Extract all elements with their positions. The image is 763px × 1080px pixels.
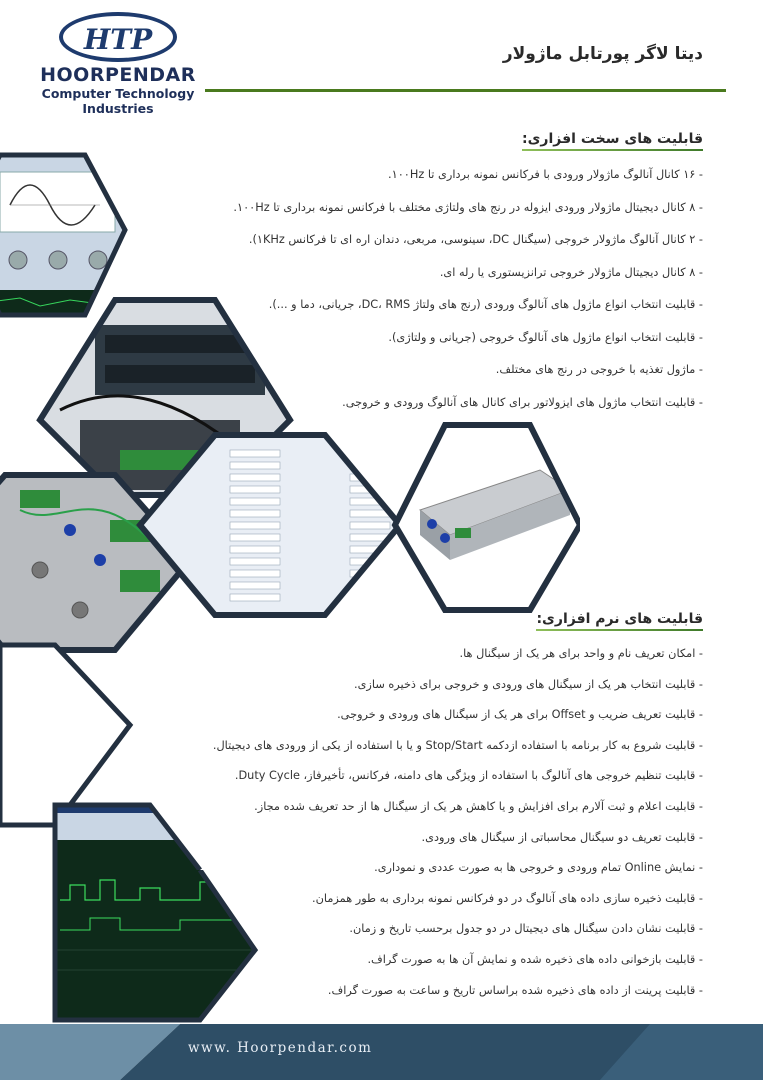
svg-text:HTP: HTP	[83, 23, 153, 56]
list-item: - قابلیت انتخاب انواع ماژول های آنالوگ ورودی (رنج های ولتاژ DC، RMS، جریانی، دما و ...).	[268, 298, 703, 311]
website-link[interactable]: www. Hoorpendar.com	[188, 1040, 373, 1056]
list-item: - ۸ کانال دیجیتال ماژولار ورودی ایزوله در رنج های ولتاژی مختلف با فرکانس نمونه برداری تا ۱۰۰Hz.	[233, 200, 703, 214]
software-heading: قابلیت های نرم افزاری:	[536, 611, 703, 627]
page-title: دیتا لاگر پورتابل ماژولار	[502, 44, 703, 64]
footer	[0, 1024, 763, 1080]
list-item: - قابلیت پرینت از داده های ذخیره شده براساس تاریخ و ساعت به صورت گراف.	[327, 983, 703, 997]
logo-mark-icon	[59, 12, 177, 62]
hardware-section	[173, 128, 703, 423]
logo-subtitle-1: Computer Technology	[41, 86, 195, 101]
logo-subtitle-2: Industries	[82, 101, 154, 116]
logo-company-name: HOORPENDAR	[40, 64, 196, 86]
list-item: - قابلیت انتخاب هر یک از سیگنال های ورودی و خروجی برای ذخیره سازی.	[354, 677, 703, 691]
list-item: - قابلیت نشان دادن سیگنال های دیجیتال در دو جدول برحسب تاریخ و زمان.	[349, 922, 703, 936]
list-item: - ۲ کانال آنالوگ ماژولار خروجی (سیگنال DC، سینوسی، مربعی، دندان اره ای تا فرکانس ۱KHz).	[248, 233, 703, 246]
title-divider	[205, 89, 726, 92]
software-section	[183, 608, 703, 1010]
list-item: - قابلیت انتخاب ماژول های ایزولاتور برای کانال های آنالوگ ورودی و خروجی.	[342, 395, 703, 409]
list-item: - ۱۶ کانال آنالوگ ماژولار ورودی با فرکانس نمونه برداری تا ۱۰۰Hz.	[388, 168, 703, 181]
company-logo	[38, 12, 198, 137]
hardware-list	[173, 163, 703, 423]
list-item: - قابلیت تنظیم خروجی های آنالوگ با استفاده از ویژگی های دامنه، فرکانس، تأخیرفاز، Duty Cycle.	[234, 769, 703, 783]
list-item: - قابلیت انتخاب انواع ماژول های آنالوگ خروجی (جریانی و ولتاژی).	[388, 330, 703, 344]
list-item: - قابلیت اعلام و ثبت آلارم برای افزایش و یا کاهش هر یک از سیگنال ها از حد تعریف شده مجاز.	[254, 799, 703, 813]
module-photo-hex	[395, 425, 580, 610]
software-screenshot-hex	[0, 155, 130, 320]
list-item: - امکان تعریف نام و واحد برای هر یک از سیگنال ها.	[459, 647, 703, 660]
list-item: - ۸ کانال دیجیتال ماژولار خروجی ترانزیستوری یا رله ای.	[439, 265, 703, 279]
empty-hex	[0, 645, 130, 825]
list-item: - قابلیت بازخوانی داده های ذخیره شده و نمایش آن ها به صورت گراف.	[367, 952, 703, 966]
list-item: - قابلیت تعریف دو سیگنال محاسباتی از سیگنال های ورودی.	[421, 830, 703, 844]
footer-band	[0, 1024, 763, 1080]
hardware-heading: قابلیت های سخت افزاری:	[522, 131, 703, 147]
list-item: - قابلیت شروع به کار برنامه با استفاده ازدکمه Stop/Start و یا با استفاده از یکی از ورودی های دیجیتال.	[212, 738, 703, 752]
list-item: - قابلیت تعریف ضریب و Offset برای هر یک از سیگنال های ورودی و خروجی.	[337, 708, 703, 722]
list-item: - ماژول تغذیه با خروجی در رنج های مختلف.	[495, 363, 703, 376]
list-item: - نمایش Online تمام ورودی و خروجی ها به صورت عددی و نموداری.	[374, 861, 703, 875]
software-list	[183, 643, 703, 1010]
list-item: - قابلیت ذخیره سازی داده های آنالوگ در دو فرکانس نمونه برداری به طور همزمان.	[312, 891, 703, 905]
